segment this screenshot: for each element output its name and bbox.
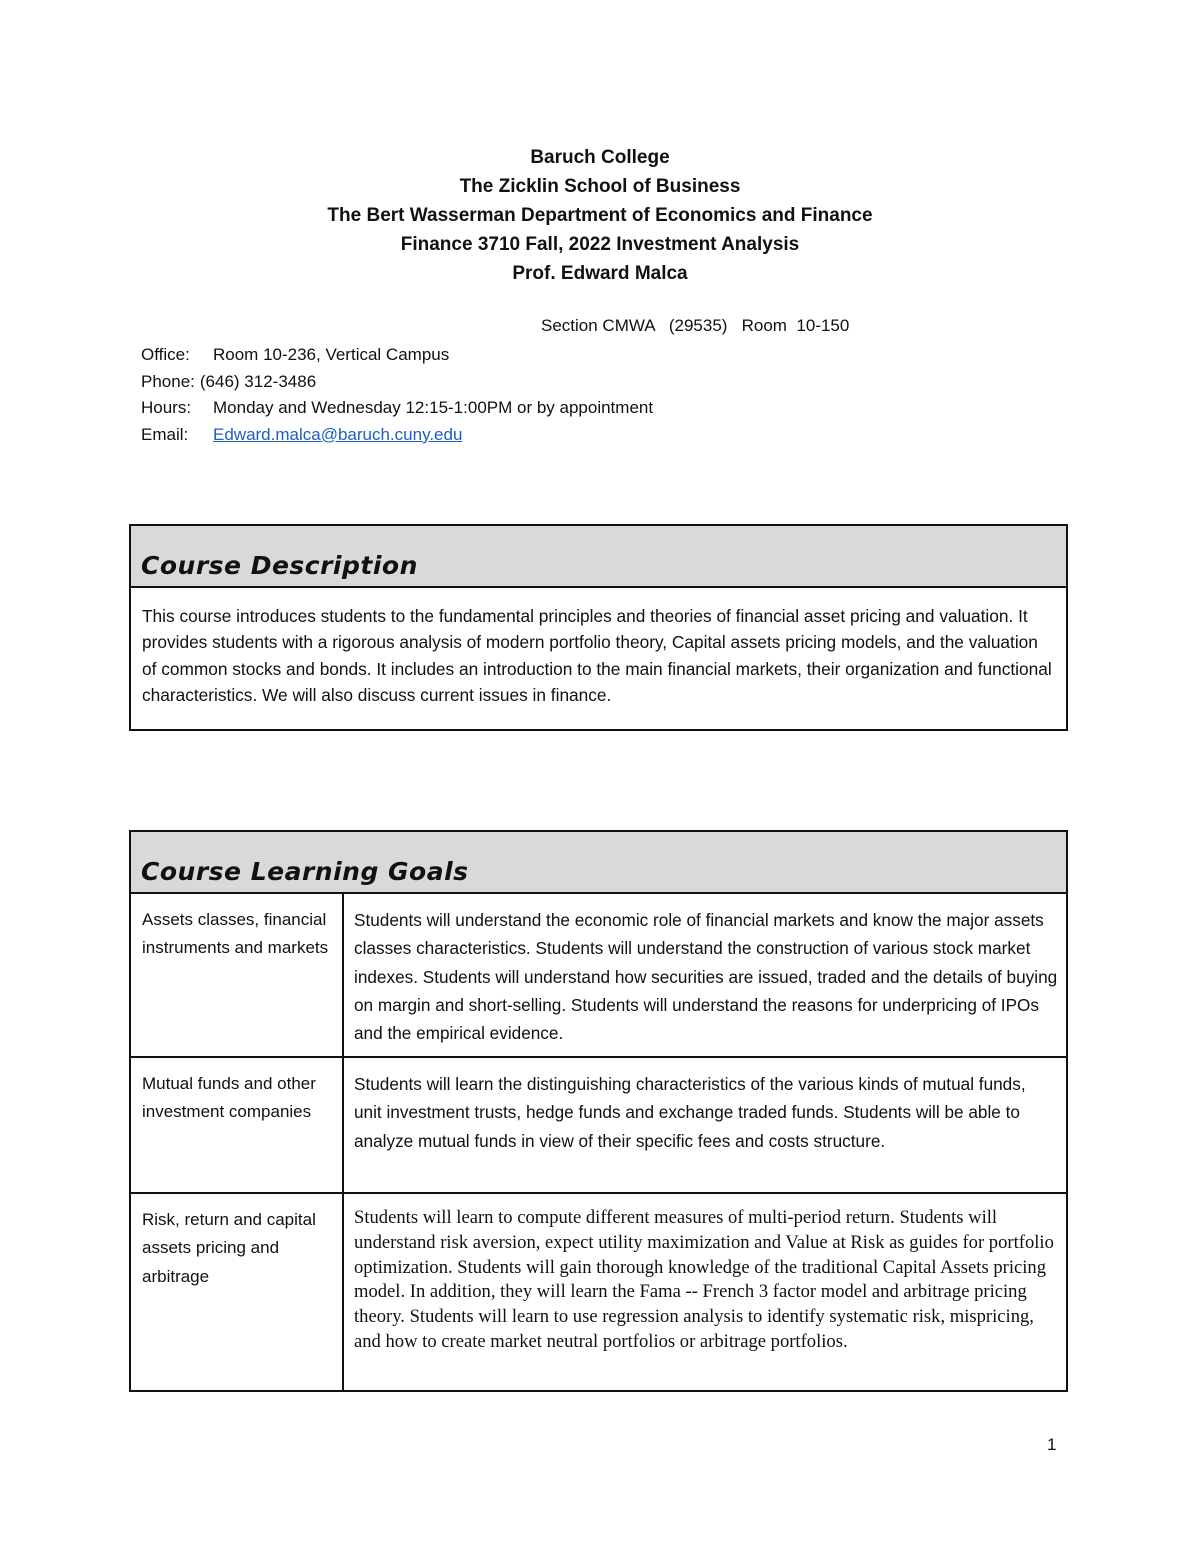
email-label: Email: (141, 424, 189, 444)
professor-name: Prof. Edward Malca (512, 263, 688, 284)
department-name: The Bert Wasserman Department of Economics and Finance (327, 205, 873, 226)
contact-block (141, 342, 653, 448)
goal-detail: Students will learn to compute different measures of multi-period return. Students will understand risk aversion, expect utility maximization and Value at Risk as guides for portfolio optimization. Students will gain thorough knowledge of the traditional Capital Assets pricing model. In addition, they will learn the Fama -- French 3 factor model and arbitrage pricing theory. Students will learn to use regression analysis to identify systematic risk, mispricing, and how to create market neutral portfolios or arbitrage portfolios. (354, 1207, 1054, 1352)
course-description-box (129, 524, 1068, 731)
document-header (0, 143, 1200, 288)
course-title: Finance 3710 Fall, 2022 Investment Analysis (400, 234, 800, 255)
phone-value: (646) 312-3486 (199, 371, 317, 391)
hours-label: Hours: (141, 398, 192, 417)
college-name: Baruch College (530, 147, 670, 168)
office-value: Room 10-236, Vertical Campus (213, 345, 450, 364)
email-row (141, 422, 653, 449)
learning-goals-title: Course Learning Goals (131, 832, 1066, 894)
hours-row (141, 395, 653, 422)
email-link[interactable]: Edward.malca@baruch.cuny.edu (213, 424, 463, 444)
page-number: 1 (1047, 1435, 1057, 1454)
phone-label: Phone: (141, 371, 195, 391)
goal-topic: Assets classes, financial instruments and markets (131, 894, 344, 1056)
hours-value: Monday and Wednesday 12:15-1:00PM or by appointment (213, 398, 654, 417)
course-description-title: Course Description (131, 526, 1066, 588)
goal-topic: Risk, return and capital assets pricing and arbitrage (131, 1194, 344, 1390)
phone-row (141, 369, 653, 396)
goals-row (131, 894, 1066, 1058)
goals-row (131, 1194, 1066, 1390)
course-description-text: This course introduces students to the fundamental principles and theories of financial asset pricing and valuation. It provides students with a rigorous analysis of modern portfolio theory, Capital assets pricing models, and the valuation of common stocks and bonds. It includes an introduction to the main financial markets, their organization and functional characteristics. We will also discuss current issues in finance. (142, 606, 1052, 705)
office-row (141, 342, 653, 369)
goal-detail: Students will understand the economic role of financial markets and know the major assets classes characteristics. Students will understand the construction of various stock market indexes. Students will understand how securities are issued, traded and the details of buying on margin and short-selling. Students will understand the reasons for underpricing of IPOs and the empirical evidence. (354, 910, 1058, 1044)
goal-topic: Mutual funds and other investment companies (131, 1058, 344, 1192)
goal-detail: Students will learn the distinguishing characteristics of the various kinds of mutual funds, unit investment trusts, hedge funds and exchange traded funds. Students will be able to analyze mutual funds in view of their specific fees and costs structure. (354, 1074, 1026, 1151)
school-name: The Zicklin School of Business (459, 176, 741, 197)
learning-goals-box (129, 830, 1068, 1392)
goals-row (131, 1058, 1066, 1194)
section-info: Section CMWA (29535) Room 10-150 (541, 316, 850, 335)
office-label: Office: (141, 345, 190, 364)
